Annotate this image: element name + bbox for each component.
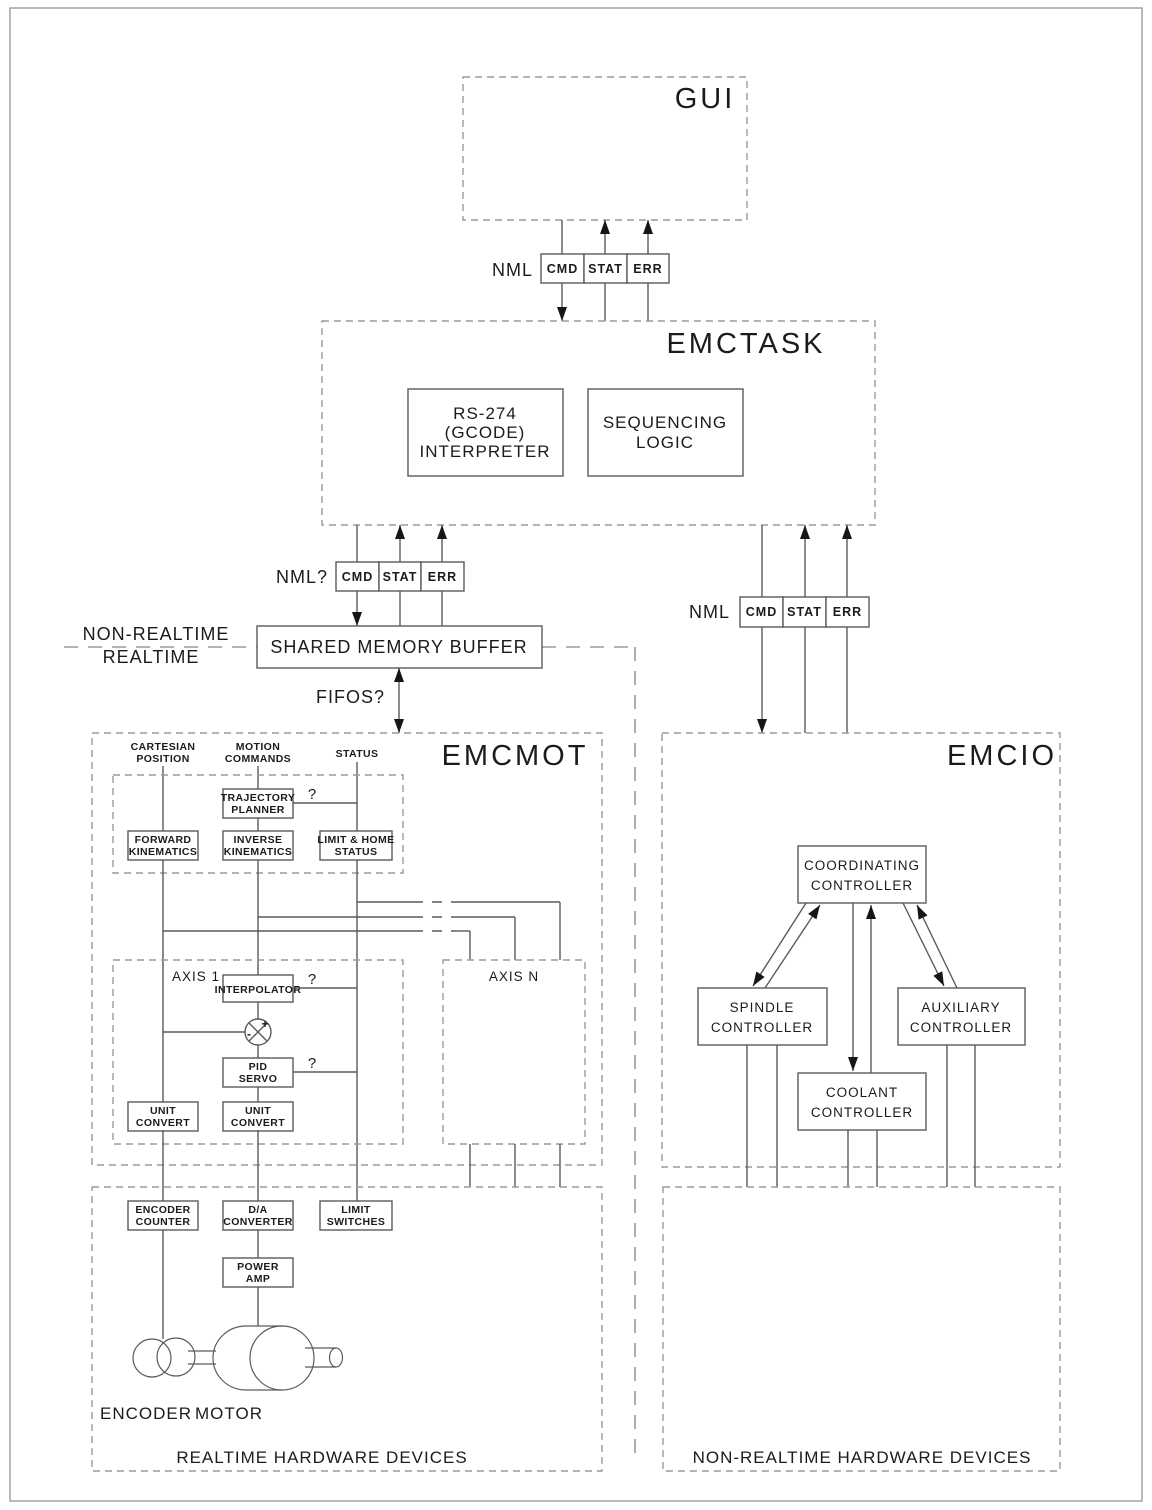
unit-convert-line2: CONVERT [135, 1117, 191, 1129]
spindle-controller-box [698, 988, 827, 1045]
coordinating-line2: CONTROLLER [810, 878, 914, 893]
trajectory-line2: PLANNER [231, 804, 285, 816]
cartesian-position-label1: CARTESIAN [130, 741, 196, 753]
non-realtime-label: NON-REALTIME [82, 624, 230, 644]
emcmot-title: EMCMOT [441, 740, 589, 772]
err-label: ERR [832, 605, 863, 619]
err-label: ERR [633, 262, 663, 276]
nml-label: NML [491, 260, 533, 280]
fifos-label: FIFOS? [315, 687, 385, 707]
nml-label: NML [688, 602, 730, 622]
coordinating-auxiliary-arrow [903, 903, 944, 986]
coolant-controller-box [798, 1073, 926, 1130]
auxiliary-line1: AUXILIARY [921, 1000, 1001, 1015]
motor-shaft-end [330, 1348, 343, 1367]
da-converter-line2: CONVERTER [223, 1216, 293, 1228]
err-label: ERR [427, 570, 458, 584]
motor-label: MOTOR [195, 1404, 263, 1423]
auxiliary-coordinating-arrow [917, 905, 957, 988]
spindle-coordinating-arrow [765, 905, 820, 988]
non-realtime-hardware-box [663, 1187, 1060, 1471]
motor-face-circle [250, 1326, 314, 1390]
nml-q-label: NML? [275, 567, 328, 587]
emctask-module [322, 321, 875, 525]
axisn-box [443, 960, 585, 1144]
emcmot-box [92, 733, 602, 1165]
inverse-line1: INVERSE [233, 834, 283, 846]
cmd-label: CMD [546, 262, 579, 276]
realtime-hardware-caption: REALTIME HARDWARE DEVICES [176, 1448, 468, 1467]
emctask-title: EMCTASK [666, 328, 826, 360]
limit-switches-line2: SWITCHES [326, 1216, 386, 1228]
auxiliary-controller-box [898, 988, 1025, 1045]
motion-commands-label1: MOTION [235, 741, 281, 753]
sequencing-line2: LOGIC [636, 433, 694, 452]
encoder-counter-line1: ENCODER [135, 1204, 191, 1216]
da-converter-line1: D/A [248, 1204, 268, 1216]
unit-convert-line2: CONVERT [230, 1117, 286, 1129]
realtime-label: REALTIME [102, 647, 200, 667]
sum-minus-sign: - [247, 1027, 251, 1041]
shared-memory-buffer-label: SHARED MEMORY BUFFER [270, 637, 528, 657]
limit-home-line1: LIMIT & HOME [317, 834, 395, 846]
unit-convert-line1: UNIT [149, 1105, 177, 1117]
limit-home-line2: STATUS [334, 846, 378, 858]
nml-gui-channel [492, 220, 669, 321]
stat-label: STAT [382, 570, 418, 584]
coordinating-spindle-arrow [753, 903, 806, 986]
status-label: STATUS [335, 748, 379, 760]
gui-title: GUI [674, 83, 736, 115]
axis1-label: AXIS 1 [171, 969, 221, 984]
encoder-motor-drawing [133, 1326, 343, 1390]
power-amp-line1: POWER [237, 1261, 279, 1273]
motion-commands-label2: COMMANDS [224, 753, 292, 765]
limit-switches-line1: LIMIT [341, 1204, 371, 1216]
forward-line2: KINEMATICS [128, 846, 198, 858]
encoder-label: ENCODER [99, 1404, 193, 1423]
question-mark: ? [307, 1055, 317, 1072]
unit-convert-line1: UNIT [244, 1105, 272, 1117]
forward-line1: FORWARD [134, 834, 192, 846]
trajectory-line1: TRAJECTORY [220, 792, 296, 804]
cmd-label: CMD [341, 570, 374, 584]
cartesian-position-label2: POSITION [136, 753, 190, 765]
nml-emcmot-channel [276, 525, 464, 626]
axisn-label: AXIS N [488, 969, 540, 984]
question-mark: ? [307, 971, 317, 988]
sequencing-line1: SEQUENCING [602, 413, 728, 432]
motor-body [213, 1326, 282, 1390]
encoder-body-circle2 [157, 1338, 195, 1376]
realtime-hardware-module [92, 1187, 602, 1471]
pid-line2: SERVO [238, 1073, 278, 1085]
nml-emcio-channel [689, 525, 869, 733]
non-realtime-hardware-module [663, 1187, 1060, 1471]
interpolator-label: INTERPOLATOR [214, 984, 302, 996]
spindle-line2: CONTROLLER [710, 1020, 814, 1035]
rs274-line3: INTERPRETER [419, 442, 551, 461]
pid-line1: PID [248, 1061, 268, 1073]
encoder-counter-line2: COUNTER [135, 1216, 191, 1228]
auxiliary-line2: CONTROLLER [909, 1020, 1013, 1035]
coolant-line1: COOLANT [825, 1085, 899, 1100]
emcio-module [662, 733, 1060, 1187]
sum-plus-sign: + [261, 1017, 269, 1031]
stat-label: STAT [588, 262, 623, 276]
inverse-line2: KINEMATICS [223, 846, 293, 858]
coordinating-controller-box [798, 846, 926, 903]
power-amp-line2: AMP [245, 1273, 271, 1285]
emcio-title: EMCIO [946, 740, 1058, 772]
gui-module [463, 77, 747, 220]
emcmot-module [92, 733, 602, 1201]
encoder-body-circle1 [133, 1339, 171, 1377]
stat-label: STAT [787, 605, 822, 619]
cmd-label: CMD [745, 605, 778, 619]
non-realtime-hardware-caption: NON-REALTIME HARDWARE DEVICES [692, 1448, 1032, 1467]
rs274-line1: RS-274 [453, 404, 517, 423]
rs274-line2: (GCODE) [444, 423, 526, 442]
coolant-line2: CONTROLLER [810, 1105, 914, 1120]
spindle-line1: SPINDLE [729, 1000, 795, 1015]
question-mark: ? [307, 786, 317, 803]
coordinating-line1: COORDINATING [804, 858, 920, 873]
